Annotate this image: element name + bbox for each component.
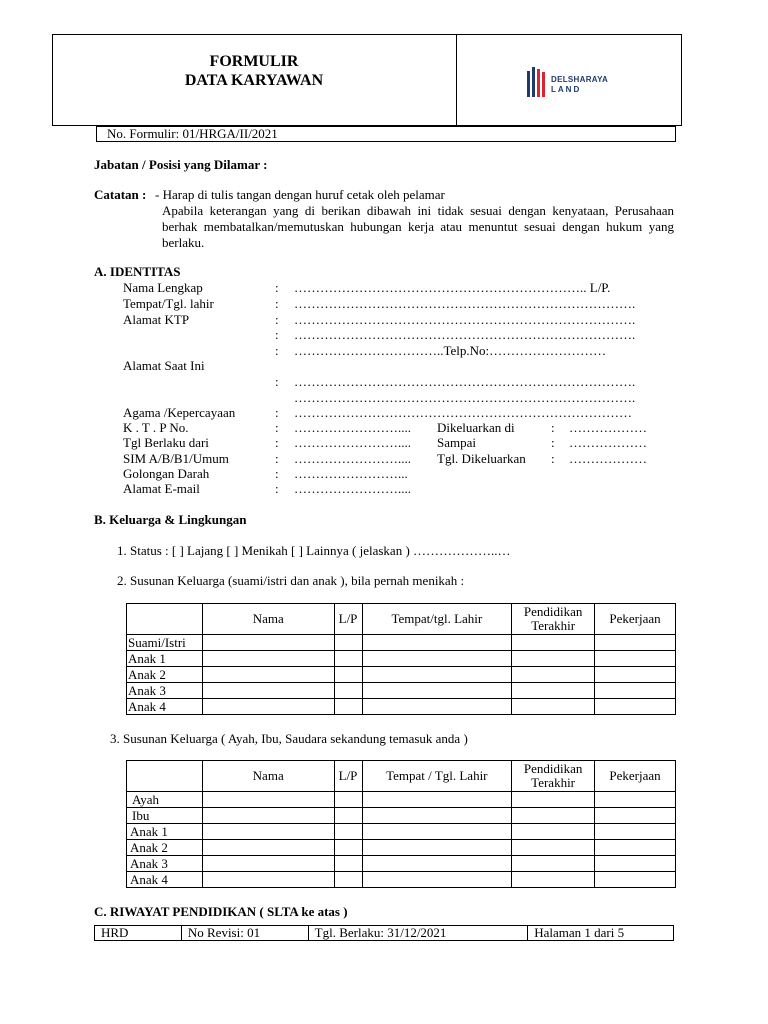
table-cell[interactable] bbox=[512, 667, 595, 683]
table-header-cell: Pekerjaan bbox=[595, 761, 676, 792]
row-label: Anak 2 bbox=[127, 667, 203, 683]
table-cell[interactable] bbox=[595, 840, 676, 856]
table-header-cell: Tempat / Tgl. Lahir bbox=[362, 761, 512, 792]
label-current-address: Alamat Saat Ini bbox=[123, 358, 205, 373]
table-cell[interactable] bbox=[512, 872, 595, 888]
footer-page: Halaman 1 dari 5 bbox=[528, 926, 674, 941]
table-cell[interactable] bbox=[512, 792, 595, 808]
table-cell[interactable] bbox=[512, 699, 595, 715]
table-cell[interactable] bbox=[334, 824, 362, 840]
table-header-cell: Tempat/tgl. Lahir bbox=[362, 604, 512, 635]
table-row bbox=[127, 824, 676, 840]
colon: : bbox=[275, 405, 279, 420]
table-header-cell bbox=[127, 604, 203, 635]
table-cell[interactable] bbox=[334, 699, 362, 715]
field-nama[interactable]: ………………………………………………………….. L/P. bbox=[294, 280, 611, 295]
table-header-cell: Pekerjaan bbox=[595, 604, 676, 635]
table-cell[interactable] bbox=[362, 792, 512, 808]
colon: : bbox=[551, 420, 555, 435]
table-cell[interactable] bbox=[595, 792, 676, 808]
table-row bbox=[127, 651, 676, 667]
table-header-cell: Pendidikan Terakhir bbox=[512, 761, 595, 792]
table-cell[interactable] bbox=[202, 792, 334, 808]
colon: : bbox=[275, 466, 279, 481]
table-header-row bbox=[127, 604, 676, 635]
field-current-address-1[interactable]: ……………………………………………………………………. bbox=[294, 374, 636, 389]
colon: : bbox=[275, 374, 279, 389]
table-cell[interactable] bbox=[595, 699, 676, 715]
footer-valid: Tgl. Berlaku: 31/12/2021 bbox=[308, 926, 528, 941]
table-header-cell: Nama bbox=[202, 604, 334, 635]
label-ktp-address: Alamat KTP bbox=[123, 312, 190, 327]
family-table-parents bbox=[126, 760, 676, 888]
row-label: Anak 1 bbox=[127, 651, 203, 667]
table-cell[interactable] bbox=[595, 808, 676, 824]
table-row bbox=[127, 872, 676, 888]
table-cell[interactable] bbox=[362, 683, 512, 699]
colon: : bbox=[275, 451, 279, 466]
family-item-3: 3. Susunan Keluarga ( Ayah, Ibu, Saudara sekandung temasuk anda ) bbox=[110, 731, 468, 746]
table-cell[interactable] bbox=[512, 824, 595, 840]
table-row bbox=[127, 792, 676, 808]
field-email[interactable]: …………………….... bbox=[294, 481, 411, 496]
company-logo bbox=[523, 36, 616, 124]
table-cell[interactable] bbox=[595, 651, 676, 667]
field-ktp-no[interactable]: …………………….... bbox=[294, 420, 411, 435]
row-label: Anak 3 bbox=[127, 856, 203, 872]
section-b-heading: B. Keluarga & Lingkungan bbox=[94, 512, 247, 527]
marital-status-line[interactable]: 1. Status : [ ] Lajang [ ] Menikah [ ] Lainnya ( jelaskan ) ………………..… bbox=[117, 543, 511, 558]
table-cell[interactable] bbox=[362, 651, 512, 667]
label-sim: SIM A/B/B1/Umum bbox=[123, 451, 229, 466]
colon: : bbox=[551, 435, 555, 450]
label-valid-from: Tgl Berlaku dari bbox=[123, 435, 209, 450]
table-cell[interactable] bbox=[362, 667, 512, 683]
label-nama: Nama Lengkap bbox=[123, 280, 203, 295]
family-table-spouse bbox=[126, 603, 676, 715]
label-ttl: Tempat/Tgl. lahir bbox=[123, 296, 214, 311]
footer-revision: No Revisi: 01 bbox=[181, 926, 308, 941]
table-row bbox=[127, 699, 676, 715]
table-cell[interactable] bbox=[202, 683, 334, 699]
colon: : bbox=[275, 327, 279, 342]
form-title-line1: FORMULIR bbox=[209, 53, 299, 70]
table-row bbox=[127, 635, 676, 651]
field-until[interactable]: ……………… bbox=[569, 435, 647, 450]
form-title-line2: DATA KARYAWAN bbox=[184, 72, 324, 89]
table-cell[interactable] bbox=[362, 872, 512, 888]
logo-text-line2: LAND bbox=[551, 85, 582, 94]
table-cell[interactable] bbox=[202, 840, 334, 856]
field-current-address-2[interactable]: ……………………………………………………………………. bbox=[294, 390, 636, 405]
table-cell[interactable] bbox=[334, 856, 362, 872]
table-header-row bbox=[127, 761, 676, 792]
table-cell[interactable] bbox=[202, 667, 334, 683]
position-label: Jabatan / Posisi yang Dilamar : bbox=[94, 157, 268, 172]
footer-dept: HRD bbox=[95, 926, 182, 941]
table-header-cell: L/P bbox=[334, 761, 362, 792]
table-cell[interactable] bbox=[202, 872, 334, 888]
field-ktp-address-2[interactable]: ……………………………………………………………………. bbox=[294, 327, 636, 342]
header-divider bbox=[456, 34, 457, 126]
table-row bbox=[127, 840, 676, 856]
table-cell[interactable] bbox=[334, 792, 362, 808]
row-label: Ayah bbox=[127, 792, 203, 808]
field-religion[interactable]: …………………………………………………………………… bbox=[294, 405, 632, 420]
table-cell[interactable] bbox=[362, 840, 512, 856]
table-cell[interactable] bbox=[512, 683, 595, 699]
table-cell[interactable] bbox=[362, 808, 512, 824]
table-cell[interactable] bbox=[202, 635, 334, 651]
table-row bbox=[127, 667, 676, 683]
table-cell[interactable] bbox=[362, 635, 512, 651]
table-header-cell: Nama bbox=[202, 761, 334, 792]
table-cell[interactable] bbox=[202, 856, 334, 872]
table-cell[interactable] bbox=[595, 667, 676, 683]
row-label: Anak 4 bbox=[127, 872, 203, 888]
table-cell[interactable] bbox=[595, 856, 676, 872]
table-cell[interactable] bbox=[512, 651, 595, 667]
label-ktp-no: K . T . P No. bbox=[123, 420, 189, 435]
family-item-2: 2. Susunan Keluarga (suami/istri dan anak ), bila pernah menikah : bbox=[117, 573, 465, 588]
table-cell[interactable] bbox=[334, 651, 362, 667]
logo-text-line1: DELSHARAYA bbox=[551, 75, 609, 84]
table-cell[interactable] bbox=[202, 808, 334, 824]
row-label: Anak 4 bbox=[127, 699, 203, 715]
label-blood: Golongan Darah bbox=[123, 466, 210, 481]
table-cell[interactable] bbox=[334, 872, 362, 888]
form-number: No. Formulir: 01/HRGA/II/2021 bbox=[96, 126, 676, 142]
label-religion: Agama /Kepercayaan bbox=[123, 405, 236, 420]
document-footer bbox=[94, 925, 674, 941]
colon: : bbox=[275, 420, 279, 435]
label-until: Sampai bbox=[437, 435, 476, 450]
table-cell[interactable] bbox=[362, 699, 512, 715]
table-cell[interactable] bbox=[334, 635, 362, 651]
field-blood[interactable]: ……………………... bbox=[294, 466, 408, 481]
row-label: Anak 2 bbox=[127, 840, 203, 856]
table-cell[interactable] bbox=[334, 840, 362, 856]
note-label: Catatan : bbox=[94, 187, 147, 202]
row-label: Ibu bbox=[127, 808, 203, 824]
section-a-heading: A. IDENTITAS bbox=[94, 264, 181, 279]
colon: : bbox=[275, 312, 279, 327]
table-row bbox=[127, 808, 676, 824]
table-cell[interactable] bbox=[595, 635, 676, 651]
section-c-heading: C. RIWAYAT PENDIDIKAN ( SLTA ke atas ) bbox=[94, 904, 348, 919]
table-cell[interactable] bbox=[595, 824, 676, 840]
table-cell[interactable] bbox=[334, 667, 362, 683]
table-header-cell: Pendidikan Terakhir bbox=[512, 604, 595, 635]
colon: : bbox=[275, 481, 279, 496]
field-ttl[interactable]: ……………………………………………………………………. bbox=[294, 296, 636, 311]
note-line1: - Harap di tulis tangan dengan huruf cetak oleh pelamar bbox=[155, 187, 445, 202]
colon: : bbox=[275, 435, 279, 450]
table-cell[interactable] bbox=[512, 635, 595, 651]
colon: : bbox=[275, 343, 279, 358]
table-cell[interactable] bbox=[362, 856, 512, 872]
field-valid-from[interactable]: …………………….... bbox=[294, 435, 411, 450]
table-cell[interactable] bbox=[202, 699, 334, 715]
field-sim[interactable]: …………………….... bbox=[294, 451, 411, 466]
table-row bbox=[127, 856, 676, 872]
table-cell[interactable] bbox=[595, 683, 676, 699]
table-header-cell bbox=[127, 761, 203, 792]
field-phone[interactable]: ……………………………..Telp.No:……………………… bbox=[294, 343, 607, 358]
colon: : bbox=[551, 451, 555, 466]
row-label: Anak 3 bbox=[127, 683, 203, 699]
table-cell[interactable] bbox=[595, 872, 676, 888]
table-cell[interactable] bbox=[512, 808, 595, 824]
table-cell[interactable] bbox=[202, 651, 334, 667]
field-ktp-address-1[interactable]: ……………………………………………………………………. bbox=[294, 312, 636, 327]
colon: : bbox=[275, 280, 279, 295]
label-issued-at: Dikeluarkan di bbox=[437, 420, 515, 435]
field-issued-at[interactable]: ……………… bbox=[569, 420, 647, 435]
colon: : bbox=[275, 296, 279, 311]
table-cell[interactable] bbox=[202, 824, 334, 840]
label-issued-date: Tgl. Dikeluarkan bbox=[437, 451, 526, 466]
table-cell[interactable] bbox=[512, 840, 595, 856]
row-label: Anak 1 bbox=[127, 824, 203, 840]
form-title bbox=[52, 52, 456, 90]
note-paragraph: Apabila keterangan yang di berikan dibawah ini tidak sesuai dengan kenyataan, Perusahaan berhak membatalkan/memutuskan hubungan kerja atau menuntut sesuai dengan hukum yang berlaku. bbox=[162, 203, 674, 250]
table-cell[interactable] bbox=[334, 808, 362, 824]
table-cell[interactable] bbox=[512, 856, 595, 872]
field-issued-date[interactable]: ……………… bbox=[569, 451, 647, 466]
label-email: Alamat E-mail bbox=[123, 481, 200, 496]
table-header-cell: L/P bbox=[334, 604, 362, 635]
row-label: Suami/Istri bbox=[127, 635, 203, 651]
table-cell[interactable] bbox=[362, 824, 512, 840]
table-cell[interactable] bbox=[334, 683, 362, 699]
table-row bbox=[127, 683, 676, 699]
